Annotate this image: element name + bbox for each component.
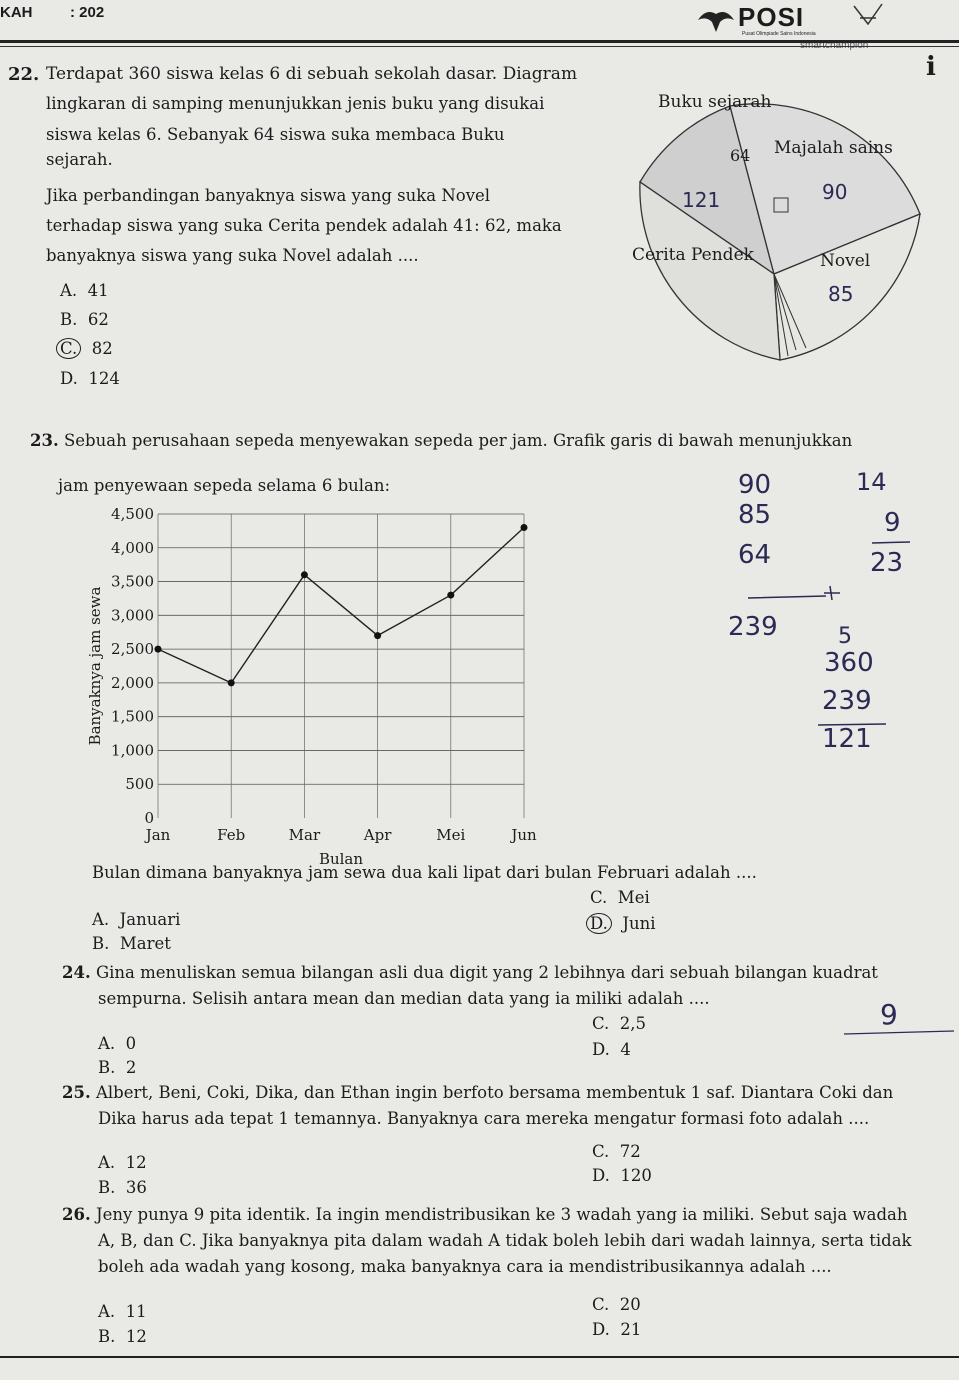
q26-line2: A, B, dan C. Jika banyaknya pita dalam wadah A tidak boleh lebih dari wadah lainnya, serta tidak [98,1231,912,1250]
posi-logo-icon [696,4,736,34]
handwritten-note: 23 [870,548,904,578]
q22-line: banyaknya siswa yang suka Novel adalah .... [46,246,419,265]
q24-option-b[interactable] [98,1058,136,1077]
option-letter: A. [98,1153,116,1172]
info-icon: i [926,52,936,82]
handwritten-line [746,582,846,602]
option-value: 82 [91,339,113,358]
chart-y-tick-label: 3,500 [111,572,154,591]
q26-text [62,1202,952,1227]
q22-line: sejarah. [46,150,113,169]
option-value: 12 [125,1153,147,1172]
chart-y-tick-label: 0 [144,809,154,827]
chart-y-tick-label: 2,500 [111,640,154,659]
q22-line: siswa kelas 6. Sebanyak 64 siswa suka membaca Buku [46,125,505,144]
chart-x-tick-label: Jan [145,826,171,844]
chart-x-tick-label: Jun [511,826,537,844]
chart-y-axis-label: Banyaknya jam sewa [86,586,104,746]
option-letter: D. [592,1320,610,1339]
handwritten-note: 239 [822,686,872,716]
option-letter: C. [590,888,608,907]
q23-option-a[interactable] [92,910,180,929]
q22-line: lingkaran di samping menunjukkan jenis buku yang disukai [46,94,545,113]
chart-x-tick-label: Mar [288,826,321,844]
option-letter: D. [592,1040,610,1059]
option-letter: D. [60,369,78,388]
handwritten-note: 85 [738,500,772,530]
handwritten-note: 9 [880,998,898,1031]
trophy-icon [848,0,888,30]
option-value: 4 [620,1040,631,1059]
option-letter: A. [92,910,110,929]
q25-text [62,1080,952,1105]
option-letter: B. [98,1327,116,1346]
header-rule-thin [0,46,959,47]
option-value: Maret [119,934,171,953]
q24-line2: sempurna. Selisih antara mean dan median data yang ia miliki adalah .... [98,989,710,1008]
q22-option-b[interactable] [60,310,109,329]
handwritten-cerita: 121 [682,188,721,212]
q26-line3: boleh ada wadah yang kosong, maka banyaknya cara ia mendistribusikannya adalah .... [98,1257,832,1276]
chart-x-tick-label: Feb [217,826,246,844]
chart-data-point [155,646,162,653]
q26-option-d[interactable] [592,1320,641,1339]
pie-label-majalah: Majalah sains [774,138,893,158]
pie-value-buku: 64 [730,146,751,165]
handwritten-line [842,1028,958,1038]
handwritten-novel: 85 [828,282,854,306]
pie-label-buku: Buku sejarah [658,92,772,112]
q23-number: 23. [30,431,59,450]
handwritten-note: 121 [822,724,872,754]
chart-x-tick-label: Apr [363,826,392,844]
q25-line1: Albert, Beni, Coki, Dika, dan Ethan ingin berfoto bersama membentuk 1 saf. Diantara Coki dan [95,1083,894,1102]
option-value: 20 [619,1295,641,1314]
footer-rule [0,1356,959,1358]
option-value: 0 [125,1034,137,1053]
header-number: : 202 [70,4,105,21]
option-letter: B. [98,1058,116,1077]
q23-line2: jam penyewaan sepeda selama 6 bulan: [58,476,391,495]
handwritten-note: 14 [856,468,887,496]
pie-label-cerita: Cerita Pendek [632,245,754,265]
option-value: 120 [620,1166,652,1185]
option-letter: B. [98,1178,116,1197]
q24-number: 24. [62,963,91,982]
option-value: 21 [620,1320,642,1339]
chart-series-line [158,528,524,683]
q22-option-d[interactable] [60,369,120,388]
option-letter: B. [92,934,110,953]
option-value: 12 [125,1327,147,1346]
q24-option-c[interactable] [592,1014,646,1033]
q22-line: terhadap siswa yang suka Cerita pendek adalah 41: 62, maka [46,216,562,235]
option-value: 41 [87,281,109,300]
q25-line2: Dika harus ada tepat 1 temannya. Banyaknya cara mereka mengatur formasi foto adalah .... [98,1109,870,1128]
posi-logo-subtitle: Pusat Olimpiade Sains Indonesia [742,31,816,37]
q23-text [30,428,930,453]
handwritten-note: 5 [838,624,852,649]
chart-y-tick-label: 1,000 [111,741,154,760]
option-letter: C. [592,1295,610,1314]
q23-option-c[interactable] [590,888,650,907]
option-letter: A. [98,1034,116,1053]
option-value: 72 [619,1142,641,1161]
q24-option-d[interactable] [592,1040,631,1059]
chart-data-point [374,632,381,639]
q24-line1: Gina menuliskan semua bilangan asli dua digit yang 2 lebihnya dari sebuah bilangan kuadrat [95,963,878,982]
q22-option-c[interactable] [56,339,113,358]
chart-data-point [521,524,528,531]
option-value: 2 [125,1058,137,1077]
chart-y-tick-label: 4,500 [111,505,154,523]
chart-data-point [447,592,454,599]
q25-option-b[interactable] [98,1178,147,1197]
option-letter: A. [98,1302,116,1321]
q22-number: 22. [8,64,40,85]
option-value: 2,5 [619,1014,647,1033]
handwritten-note: 360 [824,648,874,678]
option-letter: A. [60,281,78,300]
option-value: 62 [87,310,109,329]
option-value: Juni [622,914,656,933]
q23-option-d[interactable] [586,914,656,933]
chart-data-point [228,679,235,686]
q22-text [46,62,596,268]
handwritten-note: 90 [738,470,772,500]
chart-x-axis-label: Bulan [318,850,364,868]
option-value: 124 [88,369,120,388]
handwritten-majalah: 90 [822,180,848,204]
option-letter: C. [592,1014,610,1033]
q22-option-a[interactable] [60,281,109,300]
q25-option-c[interactable] [592,1142,641,1161]
option-letter: D. [592,1166,610,1185]
option-value: 11 [125,1302,147,1321]
header-label: KAH [0,4,33,21]
option-letter: C. [592,1142,610,1161]
q26-line1: Jeny punya 9 pita identik. Ia ingin mendistribusikan ke 3 wadah yang ia miliki. Sebut saja wadah [95,1205,908,1224]
handwritten-note: 9 [884,508,901,538]
q26-option-c[interactable] [592,1295,641,1314]
q26-number: 26. [62,1205,91,1224]
header-rule [0,40,959,43]
option-value: Januari [119,910,181,929]
chart-data-point [301,571,308,578]
option-letter: B. [60,310,78,329]
option-value: 36 [125,1178,147,1197]
option-letter: D. [586,913,612,934]
q25-option-d[interactable] [592,1166,652,1185]
q23-line-chart [60,500,560,870]
q22-line: Terdapat 360 siswa kelas 6 di sebuah sekolah dasar. Diagram [46,64,578,84]
q23-question: Bulan dimana banyaknya jam sewa dua kali lipat dari bulan Februari adalah .... [92,863,757,882]
handwritten-note: 239 [728,612,778,642]
q26-option-b[interactable] [98,1327,147,1346]
posi-logo-text: POSI [738,2,805,32]
pie-label-novel: Novel [820,251,871,271]
option-value: Mei [617,888,650,907]
q26-option-a[interactable] [98,1302,147,1321]
q24-option-a[interactable] [98,1034,136,1053]
chart-y-tick-label: 2,000 [111,673,154,692]
q25-option-a[interactable] [98,1153,147,1172]
q23-line1: Sebuah perusahaan sepeda menyewakan sepeda per jam. Grafik garis di bawah menunjukkan [63,431,853,450]
chart-y-tick-label: 3,000 [111,606,154,625]
handwritten-line [870,538,920,548]
chart-y-tick-label: 1,500 [111,707,154,726]
handwritten-note: 64 [738,540,772,570]
q24-text [62,960,952,985]
q23-option-b[interactable] [92,934,171,953]
chart-y-tick-label: 4,000 [111,538,154,557]
option-letter: C. [56,338,81,359]
chart-x-tick-label: Mei [436,826,466,844]
q22-line: Jika perbandingan banyaknya siswa yang suka Novel [46,186,491,205]
q25-number: 25. [62,1083,91,1102]
chart-y-tick-label: 500 [125,775,154,794]
